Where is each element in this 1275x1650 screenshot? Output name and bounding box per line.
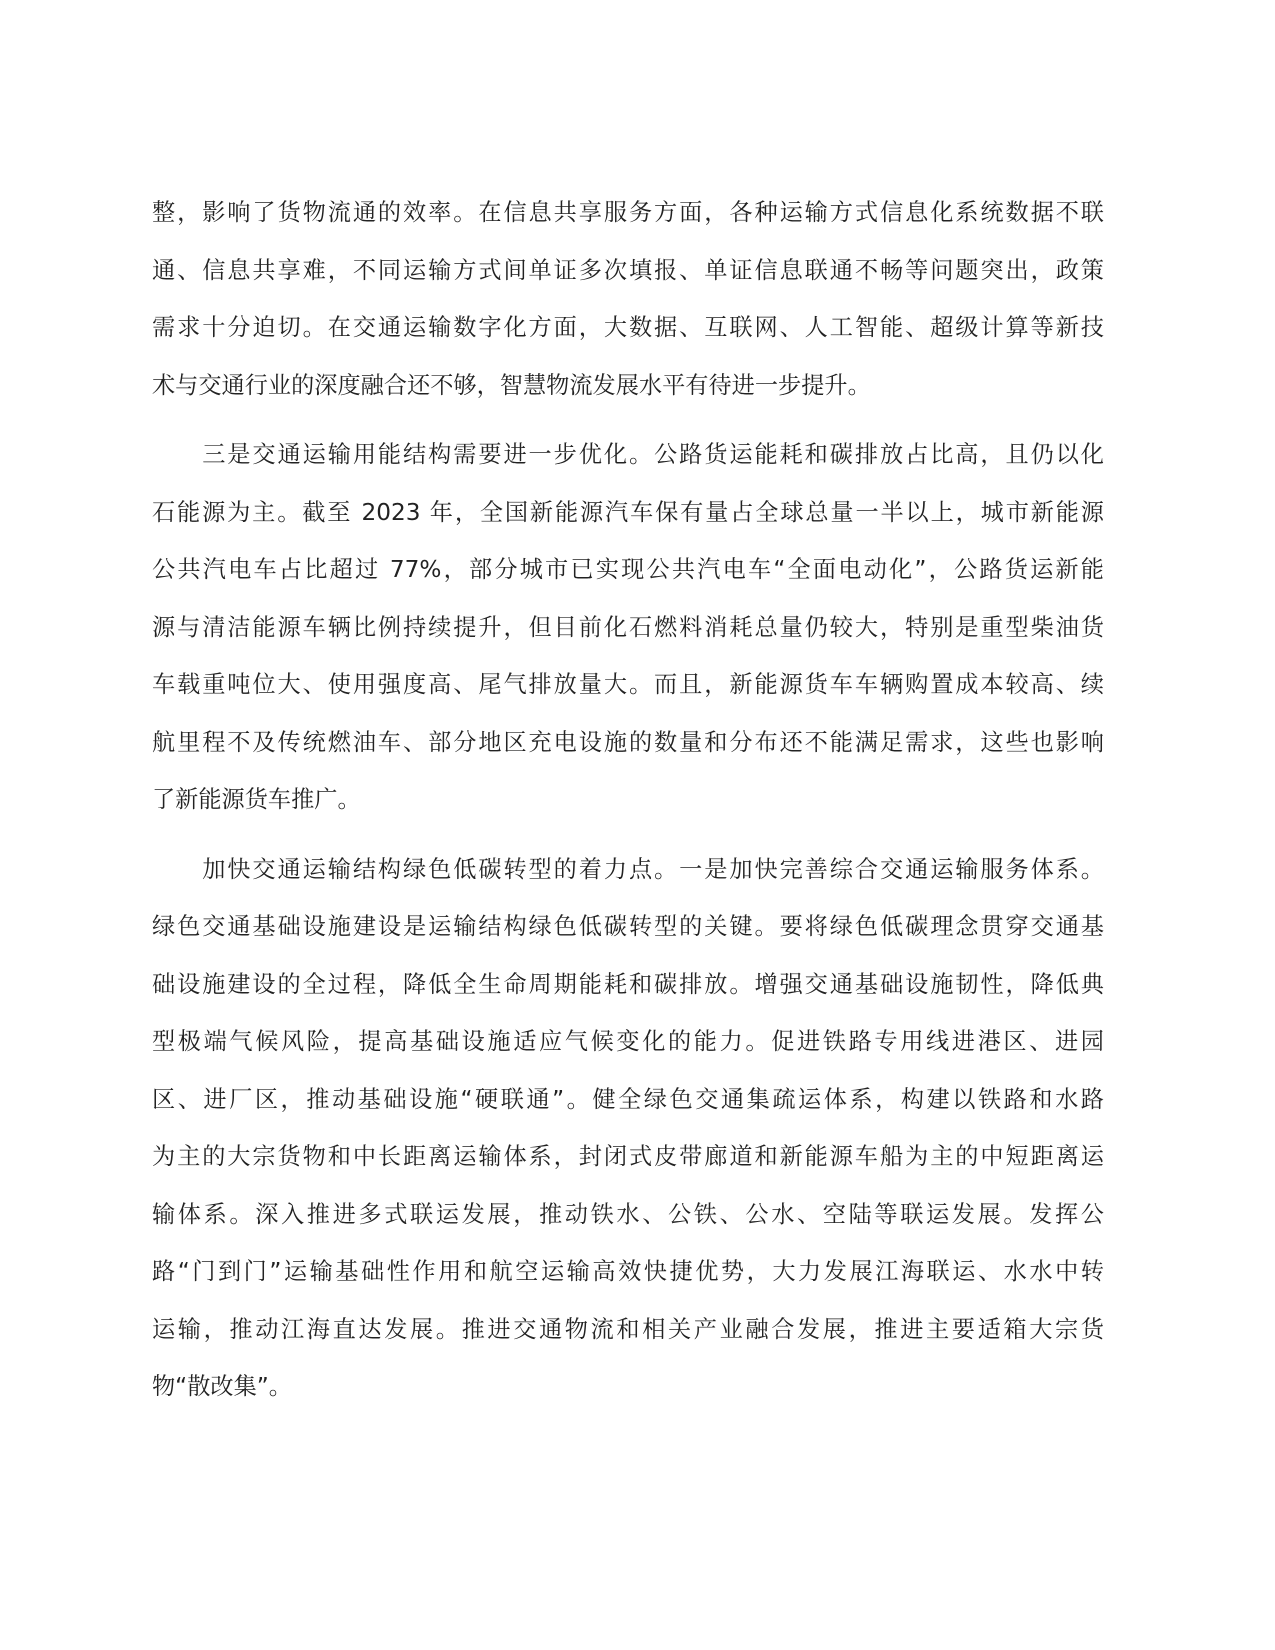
paragraph-1 (152, 184, 1104, 414)
text-line: 需求十分迫切。在交通运输数字化方面，大数据、互联网、人工智能、超级计算等新技 (152, 314, 1104, 341)
text-line: 运输，推动江海直达发展。推进交通物流和相关产业融合发展，推进主要适箱大宗货 (152, 1315, 1104, 1343)
text-line: 区、进厂区，推动基础设施“硬联通”。健全绿色交通集疏运体系，构建以铁路和水路 (152, 1085, 1104, 1113)
text-line: 础设施建设的全过程，降低全生命周期能耗和碳排放。增强交通基础设施韧性，降低典 (152, 970, 1104, 998)
text-line: 为主的大宗货物和中长距离运输体系，封闭式皮带廊道和新能源车船为主的中短距离运 (152, 1143, 1104, 1170)
document-body (152, 184, 1104, 1416)
text-line: 术与交通行业的深度融合还不够，智慧物流发展水平有待进一步提升。 (152, 371, 871, 399)
text-line: 了新能源货车推广。 (152, 786, 361, 813)
text-line: 物“散改集”。 (152, 1373, 292, 1400)
text-line: 整，影响了货物流通的效率。在信息共享服务方面，各种运输方式信息化系统数据不联 (152, 199, 1104, 226)
paragraph-3 (152, 841, 1104, 1416)
text-line: 型极端气候风险，提高基础设施适应气候变化的能力。促进铁路专用线进港区、进园 (152, 1028, 1104, 1055)
text-line: 加快交通运输结构绿色低碳转型的着力点。一是加快完善综合交通运输服务体系。 (152, 855, 1104, 883)
text-line: 公共汽电车占比超过 77%，部分城市已实现公共汽电车“全面电动化”，公路货运新能 (152, 556, 1104, 583)
text-line: 石能源为主。截至 2023 年，全国新能源汽车保有量占全球总量一半以上，城市新能源 (152, 498, 1104, 526)
text-line: 三是交通运输用能结构需要进一步优化。公路货运能耗和碳排放占比高，且仍以化 (152, 441, 1104, 468)
text-line: 通、信息共享难，不同运输方式间单证多次填报、单证信息联通不畅等问题突出，政策 (152, 256, 1104, 284)
text-line: 路“门到门”运输基础性作用和航空运输高效快捷优势，大力发展江海联运、水水中转 (152, 1258, 1104, 1285)
text-line: 绿色交通基础设施建设是运输结构绿色低碳转型的关键。要将绿色低碳理念贯穿交通基 (152, 913, 1104, 940)
text-line: 航里程不及传统燃油车、部分地区充电设施的数量和分布还不能满足需求，这些也影响 (152, 728, 1104, 756)
text-line: 输体系。深入推进多式联运发展，推动铁水、公铁、公水、空陆等联运发展。发挥公 (152, 1200, 1104, 1228)
paragraph-2 (152, 426, 1104, 829)
text-line: 源与清洁能源车辆比例持续提升，但目前化石燃料消耗总量仍较大，特别是重型柴油货 (152, 613, 1104, 641)
text-line: 车载重吨位大、使用强度高、尾气排放量大。而且，新能源货车车辆购置成本较高、续 (152, 671, 1104, 698)
